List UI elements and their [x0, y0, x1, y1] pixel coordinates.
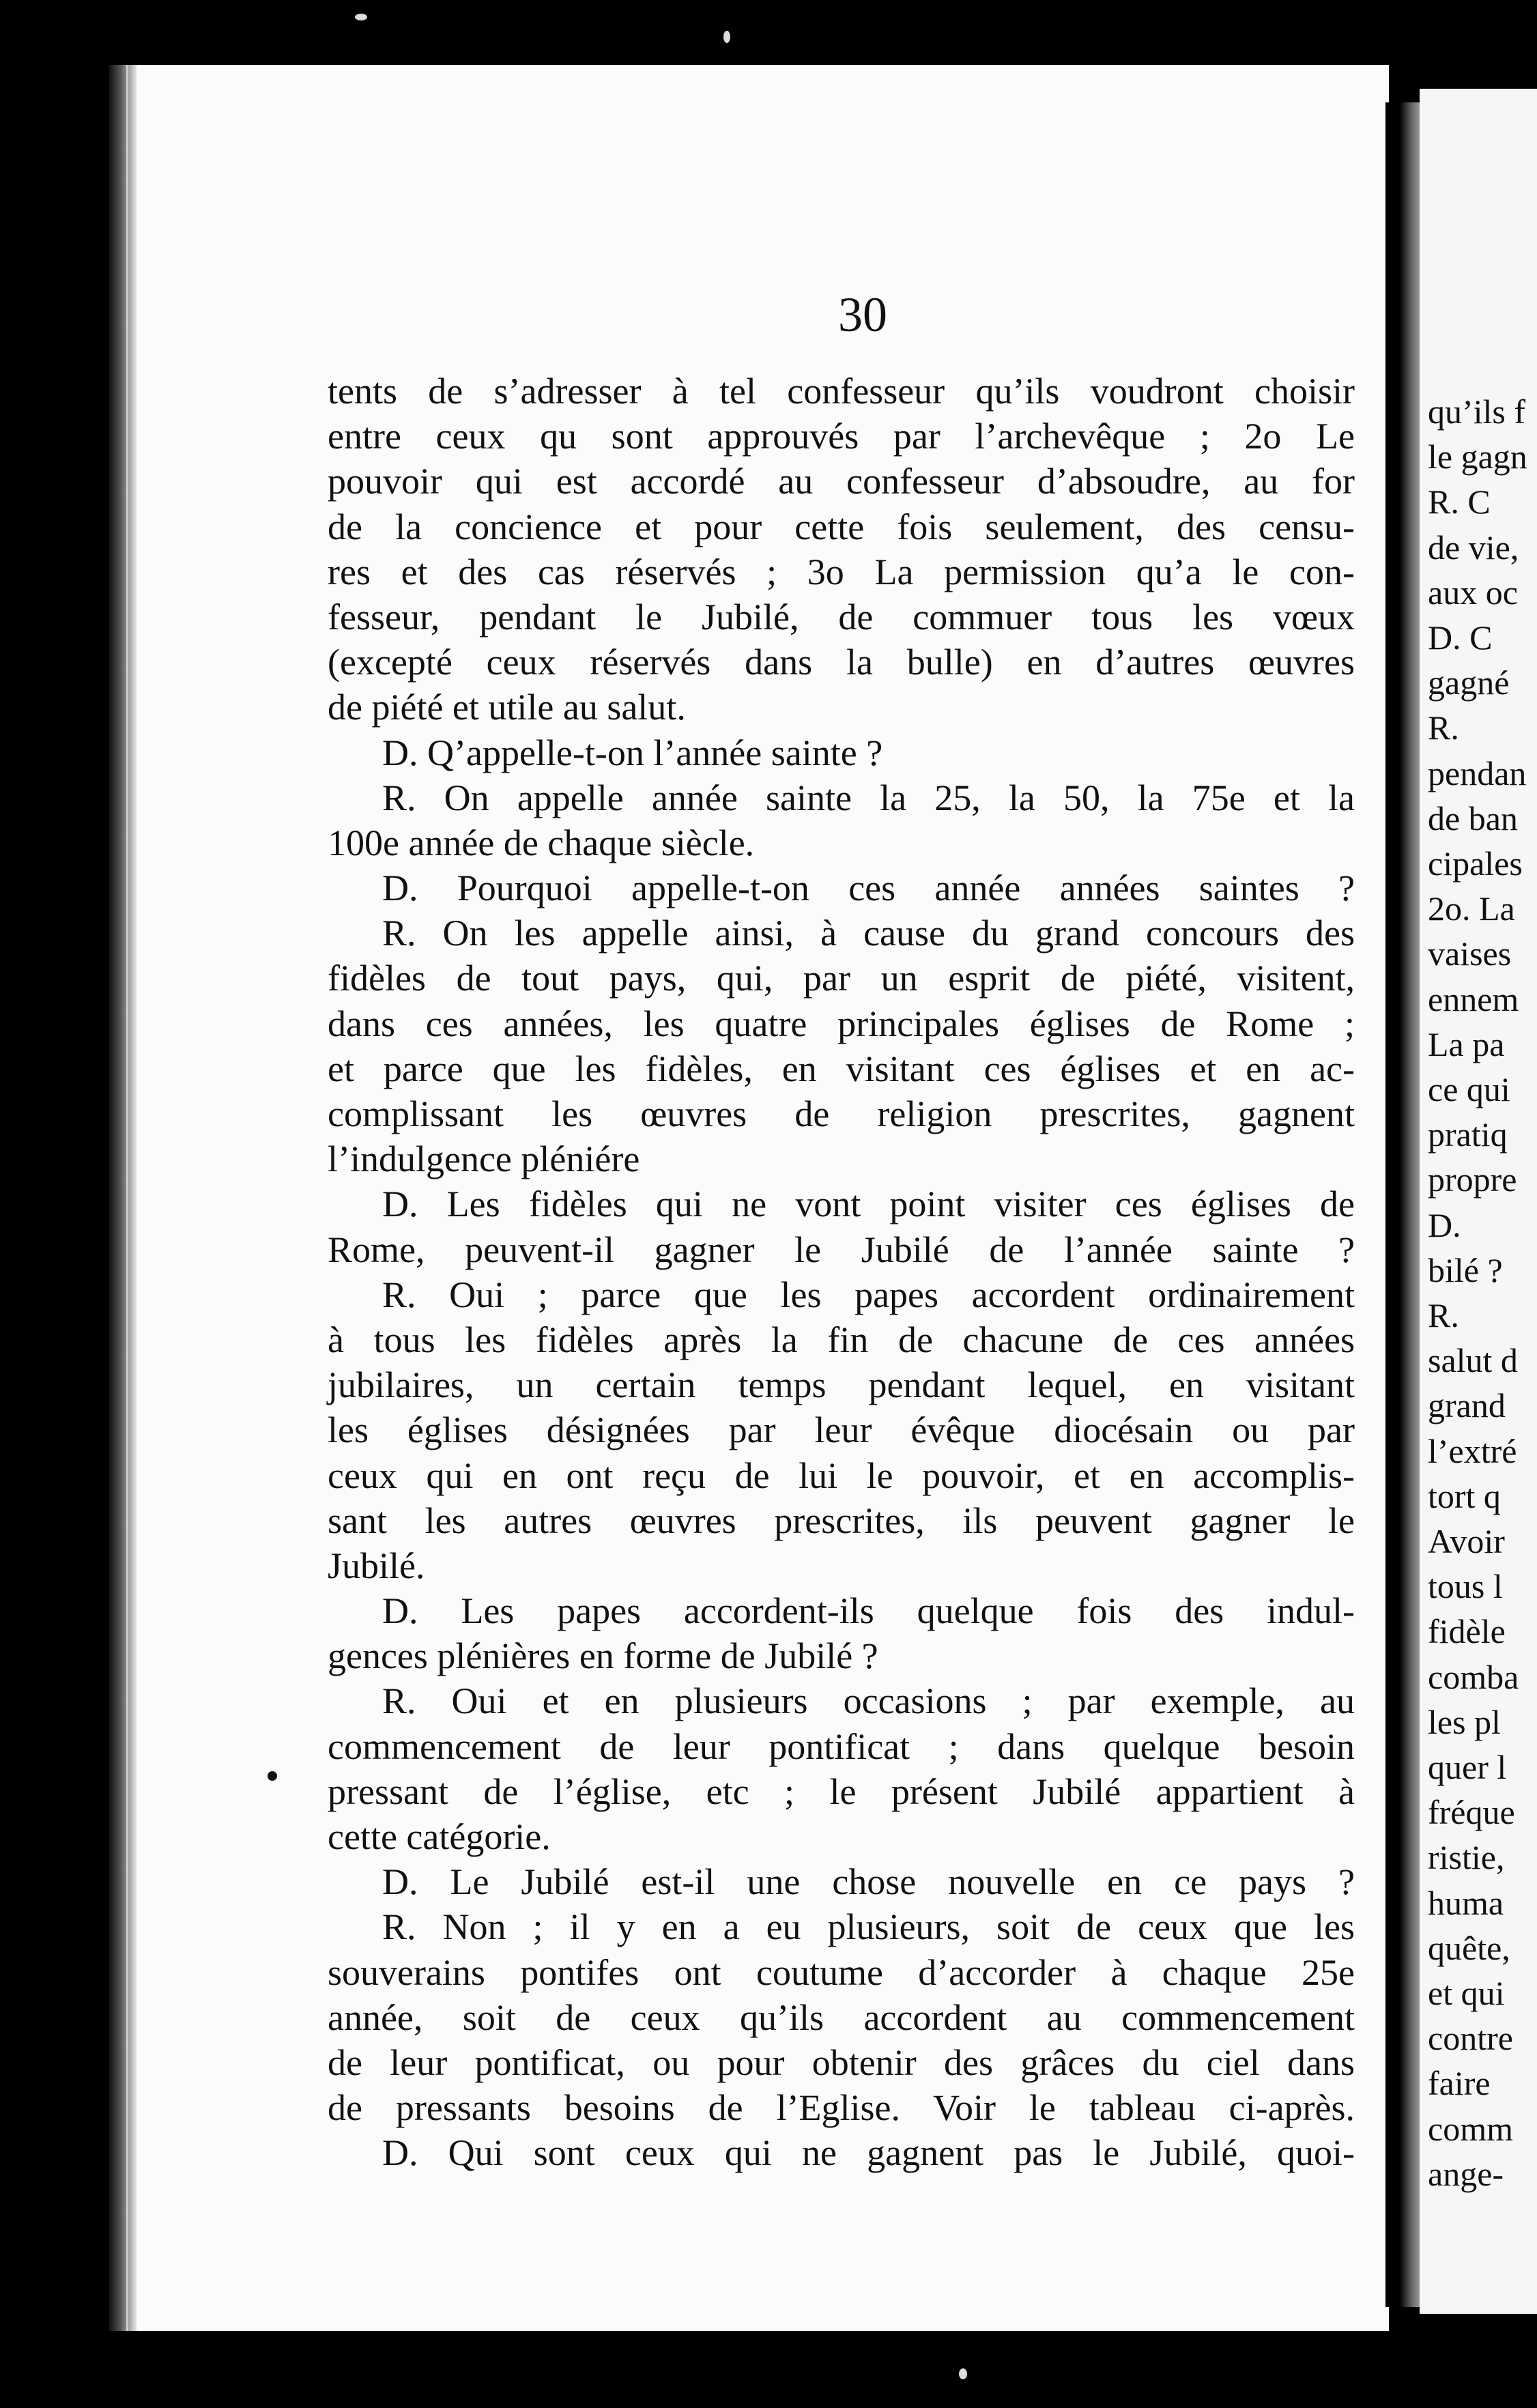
facing-page-line: qu’ils f — [1428, 392, 1526, 431]
text-line: tents de s’adresser à tel confesseur qu’ils voudront choisir — [328, 371, 1355, 412]
facing-page-line: pratiq — [1428, 1115, 1508, 1154]
facing-page-line: quête, — [1428, 1928, 1510, 1967]
facing-page-line: fidèle — [1428, 1612, 1506, 1651]
facing-page-line: La pa — [1428, 1024, 1505, 1063]
text-line: pouvoir qui est accordé au confesseur d’absoudre, au for — [328, 461, 1355, 502]
facing-page-line: contre — [1428, 2019, 1513, 2058]
facing-page-line: l’extré — [1428, 1431, 1517, 1470]
margin-mark — [268, 1771, 277, 1781]
facing-page-line: quer l — [1428, 1748, 1507, 1786]
text-line: 100e année de chaque siècle. — [328, 822, 755, 863]
text-line: fesseur, pendant le Jubilé, de commuer tous les vœux — [328, 596, 1355, 637]
facing-page-line: comba — [1428, 1657, 1519, 1696]
text-line: R. Oui et en plusieurs occasions ; par exemple, au — [382, 1680, 1355, 1722]
text-line: l’indulgence pléniére — [328, 1138, 640, 1180]
text-line: R. On les appelle ainsi, à cause du grand concours des — [382, 913, 1355, 954]
text-line: de la concience et pour cette fois seulement, des censu- — [328, 506, 1355, 547]
text-line: entre ceux qu sont approuvés par l’archevêque ; 2o Le — [328, 416, 1355, 457]
facing-page-line: gagné — [1428, 663, 1510, 702]
text-line: R. On appelle année sainte la 25, la 50, la 75e et la — [382, 777, 1355, 818]
body-text — [328, 369, 1355, 2176]
facing-page-line: ristie, — [1428, 1838, 1505, 1877]
text-line: et parce que les fidèles, en visitant ces églises et en ac- — [328, 1048, 1355, 1089]
facing-page-line: R. — [1428, 1296, 1459, 1334]
text-line: R. Oui ; parce que les papes accordent ordinairement — [382, 1274, 1355, 1315]
facing-page-line: cipales — [1428, 844, 1523, 883]
facing-page-line: le gagn — [1428, 438, 1527, 476]
facing-page-line: propre — [1428, 1160, 1517, 1199]
facing-page-line: bilé ? — [1428, 1250, 1503, 1289]
facing-page-line: comm — [1428, 2109, 1513, 2148]
facing-page-line: Avoir — [1428, 1522, 1505, 1560]
text-line: D. Le Jubilé est-il une chose nouvelle en ce pays ? — [382, 1861, 1355, 1903]
text-line: de pressants besoins de l’Eglise. Voir le tableau ci-après. — [328, 2087, 1355, 2129]
text-line: à tous les fidèles après la fin de chacune de ces années — [328, 1319, 1355, 1360]
text-line: D. Qui sont ceux qui ne gagnent pas le Jubilé, quoi- — [382, 2132, 1355, 2174]
text-line: sant les autres œuvres prescrites, ils peuvent gagner le — [328, 1500, 1355, 1541]
text-line: (excepté ceux réservés dans la bulle) en d’autres œuvres — [328, 642, 1355, 683]
facing-page-line: 2o. La — [1428, 889, 1515, 928]
text-line: commencement de leur pontificat ; dans quelque besoin — [328, 1725, 1355, 1767]
text-line: D. Q’appelle-t-on l’année sainte ? — [382, 732, 883, 773]
facing-page-line: fréque — [1428, 1793, 1515, 1832]
text-line: Jubilé. — [328, 1545, 425, 1586]
facing-page-line: aux oc — [1428, 573, 1518, 612]
text-line: res et des cas réservés ; 3o La permission qu’a le con- — [328, 551, 1355, 592]
facing-page-line: pendan — [1428, 754, 1527, 792]
facing-page-line: tous l — [1428, 1567, 1503, 1606]
facing-page-line: tort q — [1428, 1476, 1501, 1515]
facing-page-line: et qui — [1428, 1974, 1505, 2012]
text-line: gences plénières en forme de Jubilé ? — [328, 1635, 878, 1677]
facing-page-line: R. C — [1428, 483, 1491, 521]
text-line: complissant les œuvres de religion prescrites, gagnent — [328, 1093, 1355, 1134]
facing-page-line: vaises — [1428, 934, 1512, 973]
text-line: année, soit de ceux qu’ils accordent au commencement — [328, 1996, 1355, 2038]
scan-speck — [355, 14, 367, 20]
facing-page-line: ange- — [1428, 2154, 1504, 2193]
facing-page-line: grand — [1428, 1386, 1506, 1425]
text-line: jubilaires, un certain temps pendant lequel, en visitant — [328, 1364, 1355, 1406]
text-line: R. Non ; il y en a eu plusieurs, soit de ceux que les — [382, 1906, 1355, 1948]
facing-page-line: huma — [1428, 1883, 1504, 1922]
facing-page-line: de ban — [1428, 799, 1518, 837]
text-line: cette catégorie. — [328, 1816, 551, 1857]
text-line: ceux qui en ont reçu de lui le pouvoir, et en accomplis- — [328, 1454, 1355, 1496]
text-line: D. Pourquoi appelle-t-on ces année années saintes ? — [382, 868, 1355, 909]
scan-speck — [959, 2368, 967, 2379]
facing-page-line: D. C — [1428, 618, 1493, 657]
page-edges — [126, 65, 142, 2331]
text-line: souverains pontifes ont coutume d’accorder à chaque 25e — [328, 1951, 1355, 1993]
text-line: pressant de l’église, etc ; le présent Jubilé appartient à — [328, 1771, 1355, 1812]
page-number: 30 — [838, 287, 887, 342]
text-line: fidèles de tout pays, qui, par un esprit de piété, visitent, — [328, 958, 1355, 999]
facing-page-line: R. — [1428, 708, 1459, 747]
facing-page — [1420, 89, 1537, 2314]
facing-page-line: D. — [1428, 1205, 1461, 1244]
facing-page-line: les pl — [1428, 1702, 1501, 1741]
text-line: D. Les papes accordent-ils quelque fois des indul- — [382, 1590, 1355, 1632]
text-line: les églises désignées par leur évêque diocésain ou par — [328, 1409, 1355, 1451]
facing-page-line: salut d — [1428, 1341, 1518, 1380]
text-line: Rome, peuvent-il gagner le Jubilé de l’année sainte ? — [328, 1229, 1355, 1270]
text-line: dans ces années, les quatre principales églises de Rome ; — [328, 1003, 1355, 1044]
text-line: de piété et utile au salut. — [328, 687, 686, 728]
facing-page-line: ennem — [1428, 979, 1519, 1018]
text-line: D. Les fidèles qui ne vont point visiter ces églises de — [382, 1184, 1355, 1225]
text-line: de leur pontificat, ou pour obtenir des grâces du ciel dans — [328, 2041, 1355, 2083]
scan-speck — [723, 31, 730, 43]
facing-page-line: de vie, — [1428, 528, 1519, 567]
facing-page-line: faire — [1428, 2064, 1491, 2103]
facing-page-line: ce qui — [1428, 1070, 1510, 1108]
